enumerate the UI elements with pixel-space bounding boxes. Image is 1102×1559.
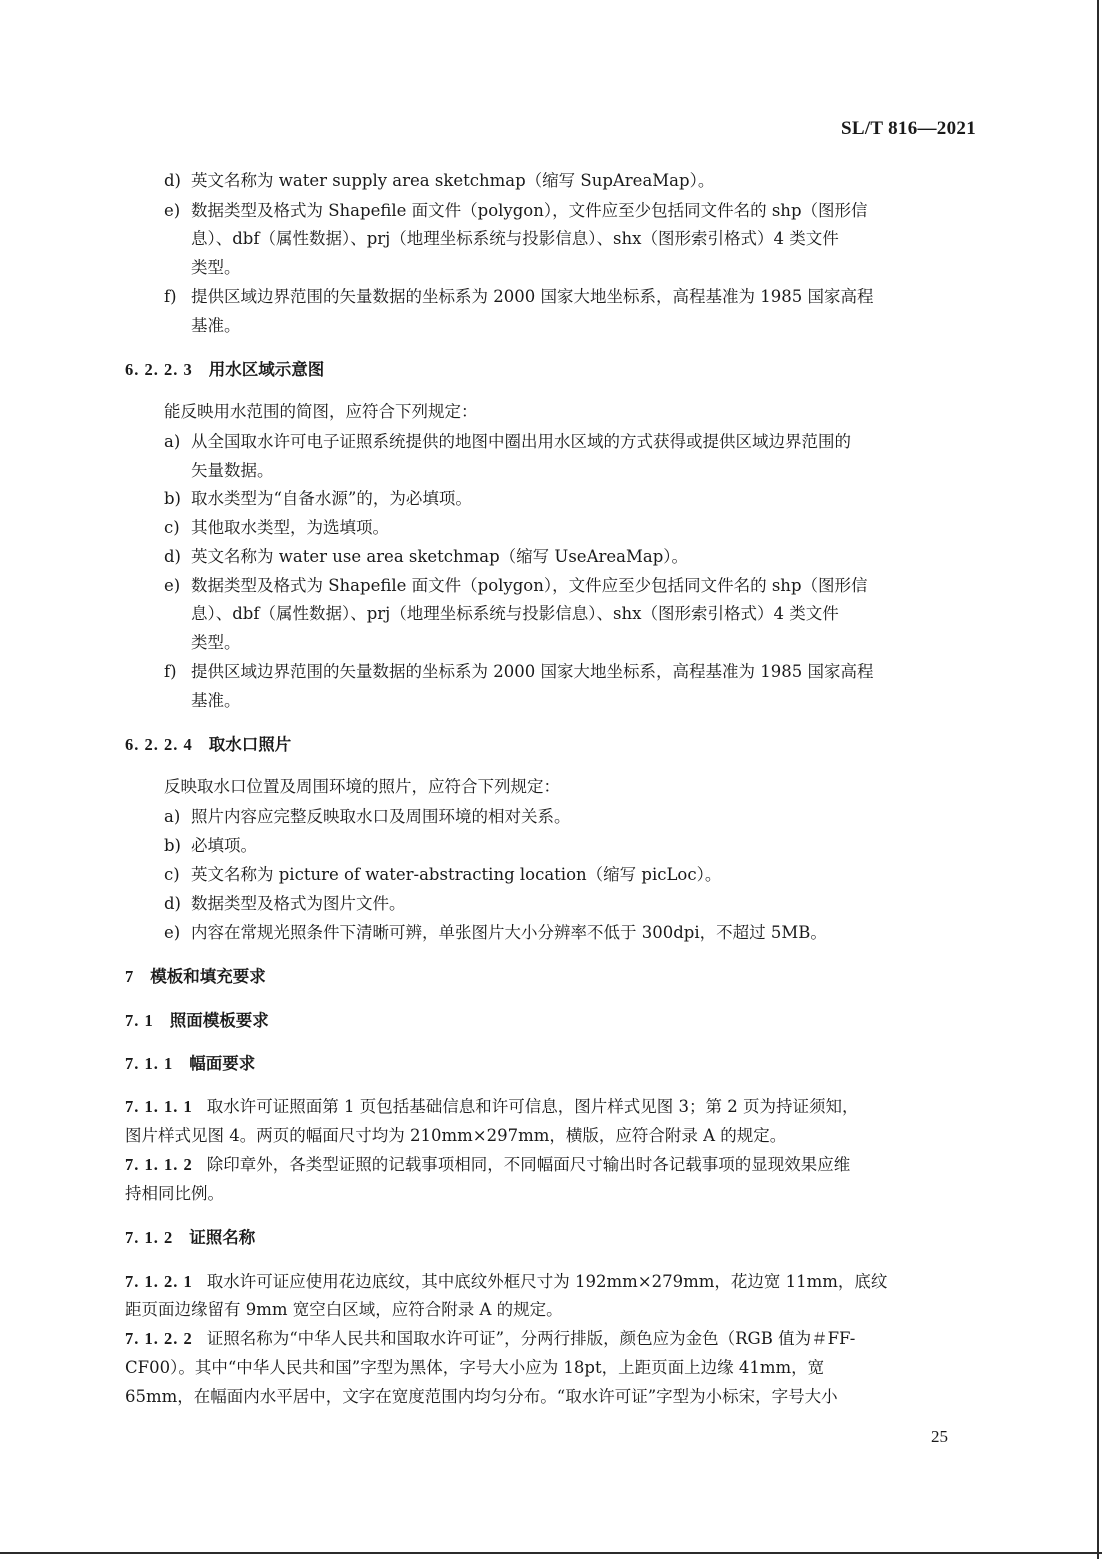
section-heading-7-1: 7. 1 照面模板要求 <box>125 1011 269 1030</box>
list-item: d) 英文名称为 water supply area sketchmap（缩写 SupAreaMap）。 <box>164 171 715 190</box>
clause-continuation: 持相同比例。 <box>125 1184 224 1203</box>
list-item-continuation: 类型。 <box>191 258 241 277</box>
list-item-continuation: 基准。 <box>191 316 241 335</box>
section-intro: 能反映用水范围的简图，应符合下列规定： <box>164 402 478 421</box>
list-item: e) 内容在常规光照条件下清晰可辨，单张图片大小分辨率不低于 300dpi，不超过 5MB。 <box>164 923 827 942</box>
list-item: d) 英文名称为 water use area sketchmap（缩写 UseAreaMap）。 <box>164 547 689 566</box>
list-item: e) 数据类型及格式为 Shapefile 面文件（polygon），文件应至少包括同文件名的 shp（图形信 <box>164 201 868 220</box>
section-heading-7: 7 模板和填充要求 <box>125 967 266 986</box>
page-edge-bottom <box>0 1552 1102 1554</box>
page-number: 25 <box>931 1427 948 1446</box>
list-item: b) 必填项。 <box>164 836 257 855</box>
clause-continuation: CF00）。其中“中华人民共和国”字型为黑体，字号大小应为 18pt，上距页面上边缘 41mm，宽 <box>125 1358 825 1377</box>
section-heading-7-1-1: 7. 1. 1 幅面要求 <box>125 1054 256 1073</box>
list-item: e) 数据类型及格式为 Shapefile 面文件（polygon），文件应至少包括同文件名的 shp（图形信 <box>164 576 868 595</box>
standard-code: SL/T 816—2021 <box>841 118 976 139</box>
list-item: b) 取水类型为“自备水源”的，为必填项。 <box>164 489 472 508</box>
list-item-continuation: 矢量数据。 <box>191 461 274 480</box>
clause-continuation: 65mm，在幅面内水平居中，文字在宽度范围内均匀分布。“取水许可证”字型为小标宋，字号大小 <box>125 1387 838 1406</box>
list-item: c) 英文名称为 picture of water-abstracting location（缩写 picLoc）。 <box>164 865 722 884</box>
clause-paragraph: 7. 1. 2. 1 取水许可证应使用花边底纹，其中底纹外框尺寸为 192mm×279mm，花边宽 11mm，底纹 <box>125 1272 888 1291</box>
clause-paragraph: 7. 1. 1. 2 除印章外，各类型证照的记载事项相同，不同幅面尺寸输出时各记载事项的显现效果应维 <box>125 1155 851 1174</box>
page-edge-right <box>1097 0 1099 1559</box>
section-intro: 反映取水口位置及周围环境的照片，应符合下列规定： <box>164 777 560 796</box>
list-item: a) 照片内容应完整反映取水口及周围环境的相对关系。 <box>164 807 571 826</box>
list-item-continuation: 息）、dbf（属性数据）、prj（地理坐标系统与投影信息）、shx（图形索引格式）4 类文件 <box>191 604 839 623</box>
list-item: f) 提供区域边界范围的矢量数据的坐标系为 2000 国家大地坐标系，高程基准为 1985 国家高程 <box>164 287 874 306</box>
clause-continuation: 距页面边缘留有 9mm 宽空白区域，应符合附录 A 的规定。 <box>125 1300 563 1319</box>
list-item: f) 提供区域边界范围的矢量数据的坐标系为 2000 国家大地坐标系，高程基准为 1985 国家高程 <box>164 662 874 681</box>
list-item-continuation: 基准。 <box>191 691 241 710</box>
section-heading-6-2-2-4: 6. 2. 2. 4 取水口照片 <box>125 735 292 754</box>
clause-paragraph: 7. 1. 1. 1 取水许可证照面第 1 页包括基础信息和许可信息，图片样式见图 3；第 2 页为持证须知， <box>125 1097 859 1116</box>
list-item: d) 数据类型及格式为图片文件。 <box>164 894 406 913</box>
section-heading-7-1-2: 7. 1. 2 证照名称 <box>125 1228 256 1247</box>
clause-continuation: 图片样式见图 4。两页的幅面尺寸均为 210mm×297mm，横版，应符合附录 A 的规定。 <box>125 1126 787 1145</box>
list-item-continuation: 息）、dbf（属性数据）、prj（地理坐标系统与投影信息）、shx（图形索引格式）4 类文件 <box>191 229 839 248</box>
list-item: a) 从全国取水许可电子证照系统提供的地图中圈出用水区域的方式获得或提供区域边界范围的 <box>164 432 851 451</box>
clause-paragraph: 7. 1. 2. 2 证照名称为“中华人民共和国取水许可证”，分两行排版，颜色应为金色（RGB 值为＃FF- <box>125 1329 856 1348</box>
section-heading-6-2-2-3: 6. 2. 2. 3 用水区域示意图 <box>125 360 325 379</box>
list-item-continuation: 类型。 <box>191 633 241 652</box>
list-item: c) 其他取水类型，为选填项。 <box>164 518 389 537</box>
